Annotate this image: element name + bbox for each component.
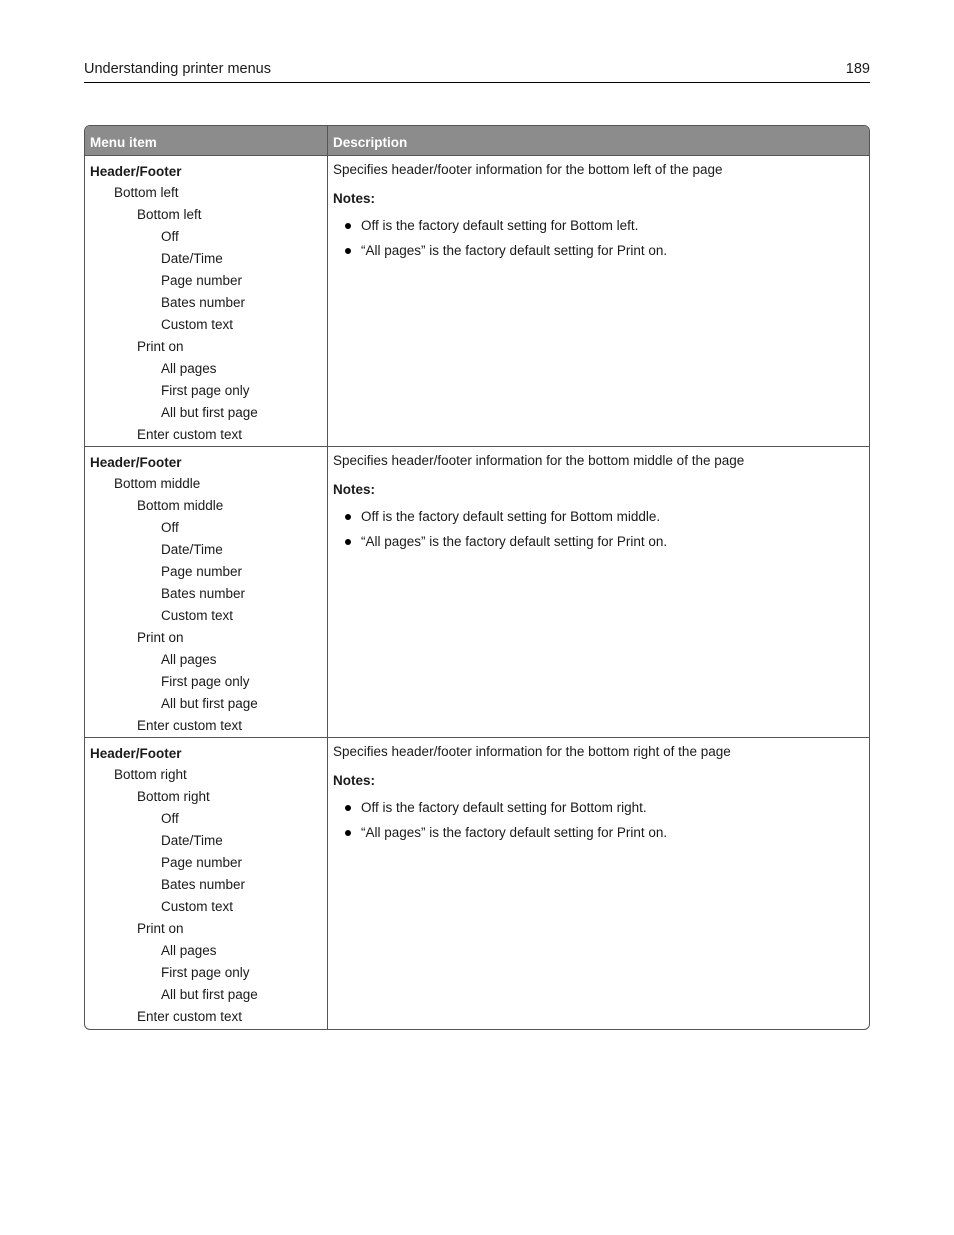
note-text: Off is the factory default setting for Bottom right. bbox=[361, 800, 647, 815]
menu-item: First page only bbox=[161, 965, 250, 980]
menu-item: Bates number bbox=[161, 586, 246, 601]
note-item bbox=[333, 534, 864, 550]
menu-item: Page number bbox=[161, 564, 243, 579]
menu-item: Bottom left bbox=[114, 185, 179, 200]
menu-group-title: Header/Footer bbox=[90, 455, 182, 470]
menu-item: All but first page bbox=[161, 696, 258, 711]
menu-group-title: Header/Footer bbox=[90, 164, 182, 179]
bullet-icon bbox=[345, 830, 351, 836]
note-item bbox=[333, 218, 864, 234]
column-header-menu-item: Menu item bbox=[85, 126, 328, 155]
menu-item: Custom text bbox=[161, 899, 234, 914]
menu-item: Page number bbox=[161, 855, 243, 870]
menu-item: Bottom right bbox=[114, 767, 187, 782]
menu-item: Bottom middle bbox=[137, 498, 224, 513]
note-text: Off is the factory default setting for Bottom middle. bbox=[361, 509, 661, 524]
bullet-icon bbox=[345, 539, 351, 545]
note-item bbox=[333, 800, 864, 816]
bullet-icon bbox=[345, 805, 351, 811]
menu-item: Bottom left bbox=[137, 207, 202, 222]
table-body bbox=[85, 155, 869, 1029]
description-text: Specifies header/footer information for the bottom middle of the page bbox=[333, 453, 745, 468]
description-text: Specifies header/footer information for the bottom right of the page bbox=[333, 744, 731, 759]
menu-item: Bates number bbox=[161, 877, 246, 892]
note-item bbox=[333, 509, 864, 525]
menu-item: Print on bbox=[137, 921, 184, 936]
menu-item: Enter custom text bbox=[137, 1009, 243, 1024]
menu-item: Enter custom text bbox=[137, 718, 243, 733]
description-text: Specifies header/footer information for the bottom left of the page bbox=[333, 162, 723, 177]
bullet-icon bbox=[345, 514, 351, 520]
menu-item: Bottom right bbox=[137, 789, 210, 804]
menu-item: Print on bbox=[137, 339, 184, 354]
menu-item: Enter custom text bbox=[137, 427, 243, 442]
menu-item: Date/Time bbox=[161, 542, 223, 557]
menu-item: All pages bbox=[161, 361, 217, 376]
description-cell bbox=[328, 446, 869, 737]
menu-item: All pages bbox=[161, 943, 217, 958]
bullet-icon bbox=[345, 248, 351, 254]
notes-list bbox=[333, 509, 864, 550]
notes-label: Notes: bbox=[333, 482, 376, 497]
menu-item: Bates number bbox=[161, 295, 246, 310]
menu-item: Page number bbox=[161, 273, 243, 288]
menu-item: Bottom middle bbox=[114, 476, 201, 491]
note-text: “All pages” is the factory default setting for Print on. bbox=[361, 534, 668, 549]
description-cell bbox=[328, 155, 869, 446]
menu-item: Custom text bbox=[161, 317, 234, 332]
note-item bbox=[333, 825, 864, 841]
table-row bbox=[85, 737, 869, 1029]
note-text: “All pages” is the factory default setting for Print on. bbox=[361, 825, 668, 840]
menu-item: Date/Time bbox=[161, 251, 223, 266]
page-header bbox=[84, 58, 870, 83]
menu-item: Off bbox=[161, 229, 179, 244]
menu-item-cell bbox=[85, 446, 328, 737]
menu-item-cell bbox=[85, 737, 328, 1029]
note-item bbox=[333, 243, 864, 259]
menu-item: Print on bbox=[137, 630, 184, 645]
menu-table bbox=[84, 125, 870, 1030]
notes-label: Notes: bbox=[333, 773, 376, 788]
column-header-description: Description bbox=[328, 126, 869, 155]
menu-item: First page only bbox=[161, 674, 250, 689]
description-cell bbox=[328, 737, 869, 1029]
menu-item: Off bbox=[161, 520, 179, 535]
menu-group-title: Header/Footer bbox=[90, 746, 182, 761]
notes-label: Notes: bbox=[333, 191, 376, 206]
menu-item: Custom text bbox=[161, 608, 234, 623]
menu-item: All pages bbox=[161, 652, 217, 667]
table-header-row bbox=[85, 126, 869, 155]
page-title: Understanding printer menus bbox=[84, 61, 271, 77]
notes-list bbox=[333, 800, 864, 841]
menu-item: Date/Time bbox=[161, 833, 223, 848]
menu-item: Off bbox=[161, 811, 179, 826]
note-text: “All pages” is the factory default setting for Print on. bbox=[361, 243, 668, 258]
page-number: 189 bbox=[845, 61, 870, 77]
bullet-icon bbox=[345, 223, 351, 229]
menu-item: First page only bbox=[161, 383, 250, 398]
menu-item-cell bbox=[85, 155, 328, 446]
menu-item: All but first page bbox=[161, 405, 258, 420]
notes-list bbox=[333, 218, 864, 259]
table-row bbox=[85, 155, 869, 446]
menu-item: All but first page bbox=[161, 987, 258, 1002]
table-row bbox=[85, 446, 869, 737]
note-text: Off is the factory default setting for Bottom left. bbox=[361, 218, 639, 233]
